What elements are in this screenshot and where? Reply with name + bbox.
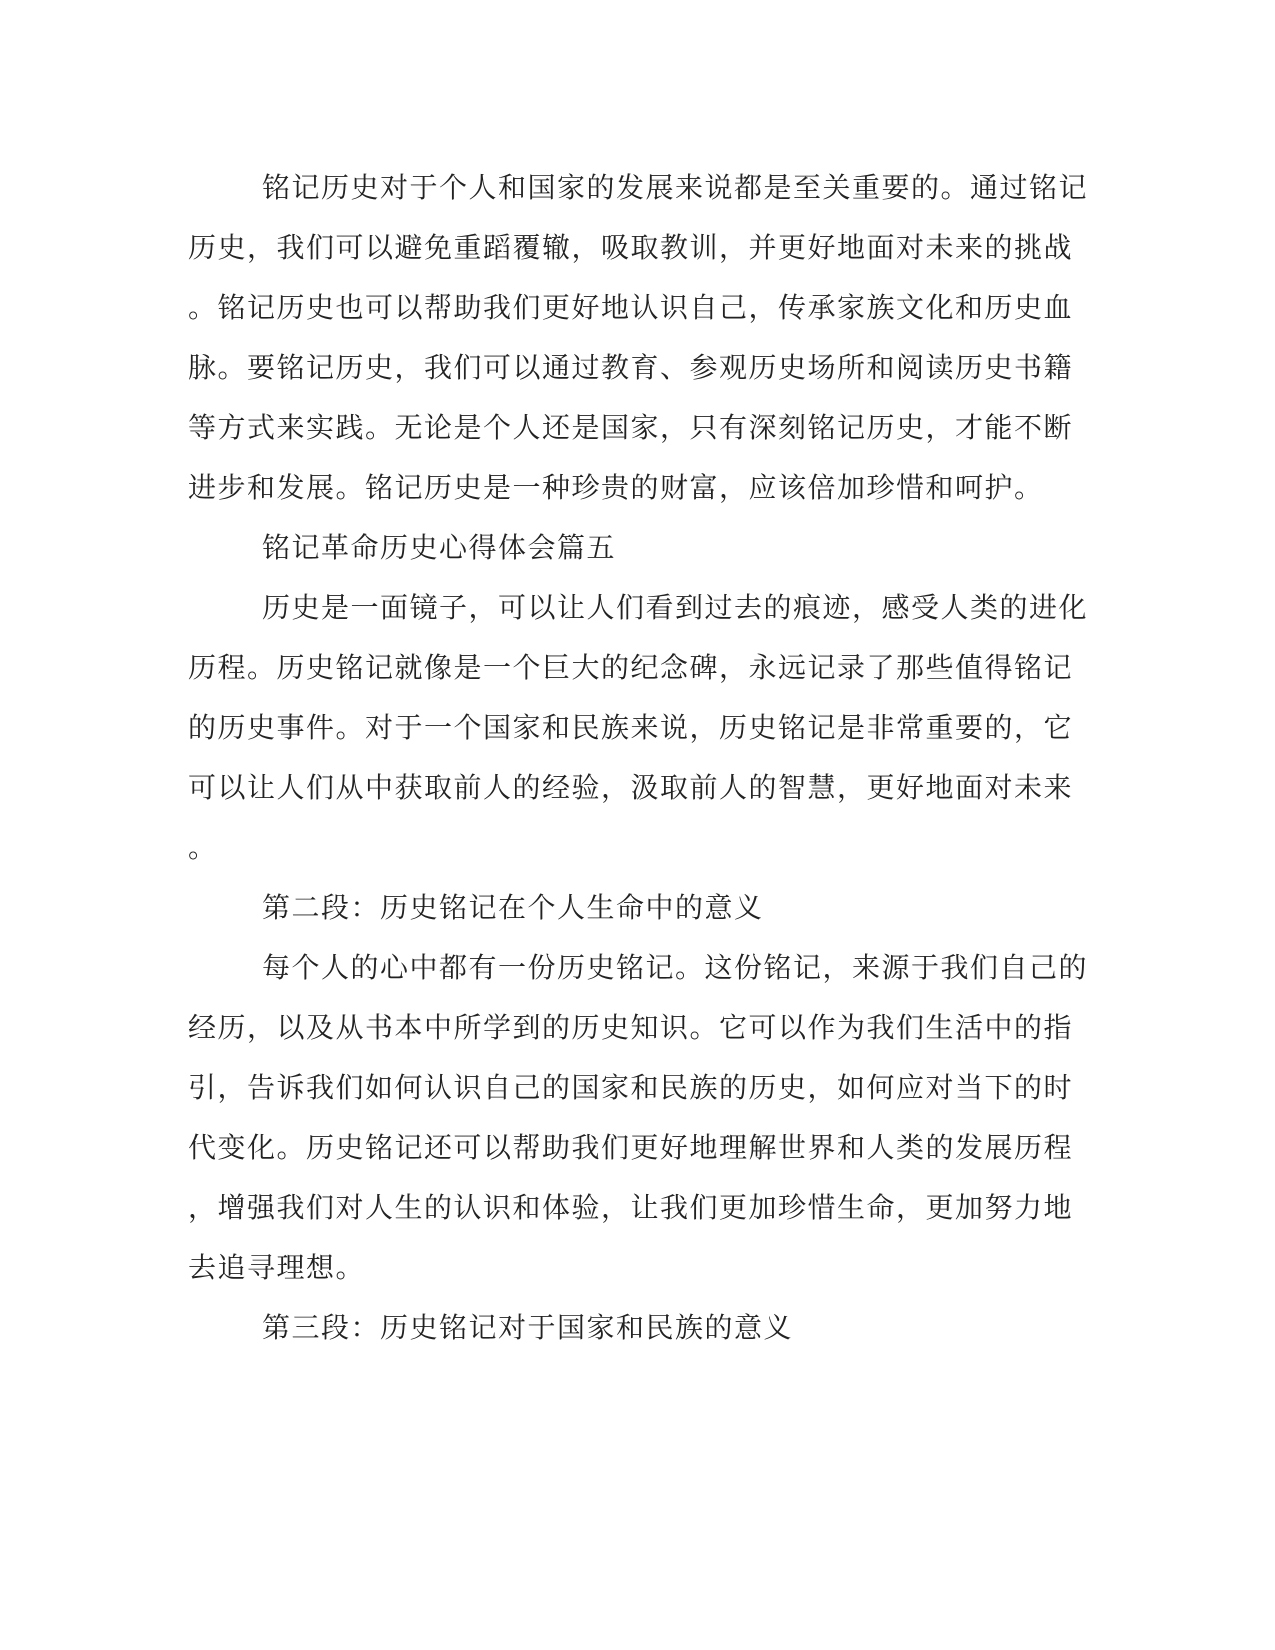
paragraph-3-line-3: 引，告诉我们如何认识自己的国家和民族的历史，如何应对当下的时 <box>188 1071 1074 1104</box>
paragraph-3-line-2: 经历，以及从书本中所学到的历史知识。它可以作为我们生活中的指 <box>188 1011 1074 1044</box>
paragraph-2-line-5: 。 <box>188 831 218 864</box>
paragraph-2-line-2: 历程。历史铭记就像是一个巨大的纪念碑，永远记录了那些值得铭记 <box>188 651 1074 684</box>
paragraph-1-line-6: 进步和发展。铭记历史是一种珍贵的财富，应该倍加珍惜和呵护。 <box>188 471 1044 504</box>
paragraph-3-line-1: 每个人的心中都有一份历史铭记。这份铭记，来源于我们自己的 <box>262 951 1089 984</box>
section-heading-part-two: 第二段：历史铭记在个人生命中的意义 <box>262 891 764 924</box>
paragraph-1-line-2: 历史，我们可以避免重蹈覆辙，吸取教训，并更好地面对未来的挑战 <box>188 231 1074 264</box>
document-body <box>188 158 1089 1358</box>
paragraph-2-line-4: 可以让人们从中获取前人的经验，汲取前人的智慧，更好地面对未来 <box>188 771 1074 804</box>
paragraph-1-line-4: 脉。要铭记历史，我们可以通过教育、参观历史场所和阅读历史书籍 <box>188 351 1074 384</box>
paragraph-1-line-5: 等方式来实践。无论是个人还是国家，只有深刻铭记历史，才能不断 <box>188 411 1074 444</box>
section-heading-part-three: 第三段：历史铭记对于国家和民族的意义 <box>262 1311 794 1344</box>
paragraph-1-line-1: 铭记历史对于个人和国家的发展来说都是至关重要的。通过铭记 <box>262 171 1089 204</box>
paragraph-1-line-3: 。铭记历史也可以帮助我们更好地认识自己，传承家族文化和历史血 <box>188 291 1074 324</box>
paragraph-2-line-3: 的历史事件。对于一个国家和民族来说，历史铭记是非常重要的，它 <box>188 711 1074 744</box>
paragraph-2-line-1: 历史是一面镜子，可以让人们看到过去的痕迹，感受人类的进化 <box>262 591 1089 624</box>
section-heading-part-five: 铭记革命历史心得体会篇五 <box>262 531 617 564</box>
paragraph-3-line-5: ，增强我们对人生的认识和体验，让我们更加珍惜生命，更加努力地 <box>188 1191 1074 1224</box>
paragraph-3-line-6: 去追寻理想。 <box>188 1251 366 1284</box>
paragraph-3-line-4: 代变化。历史铭记还可以帮助我们更好地理解世界和人类的发展历程 <box>188 1131 1074 1164</box>
